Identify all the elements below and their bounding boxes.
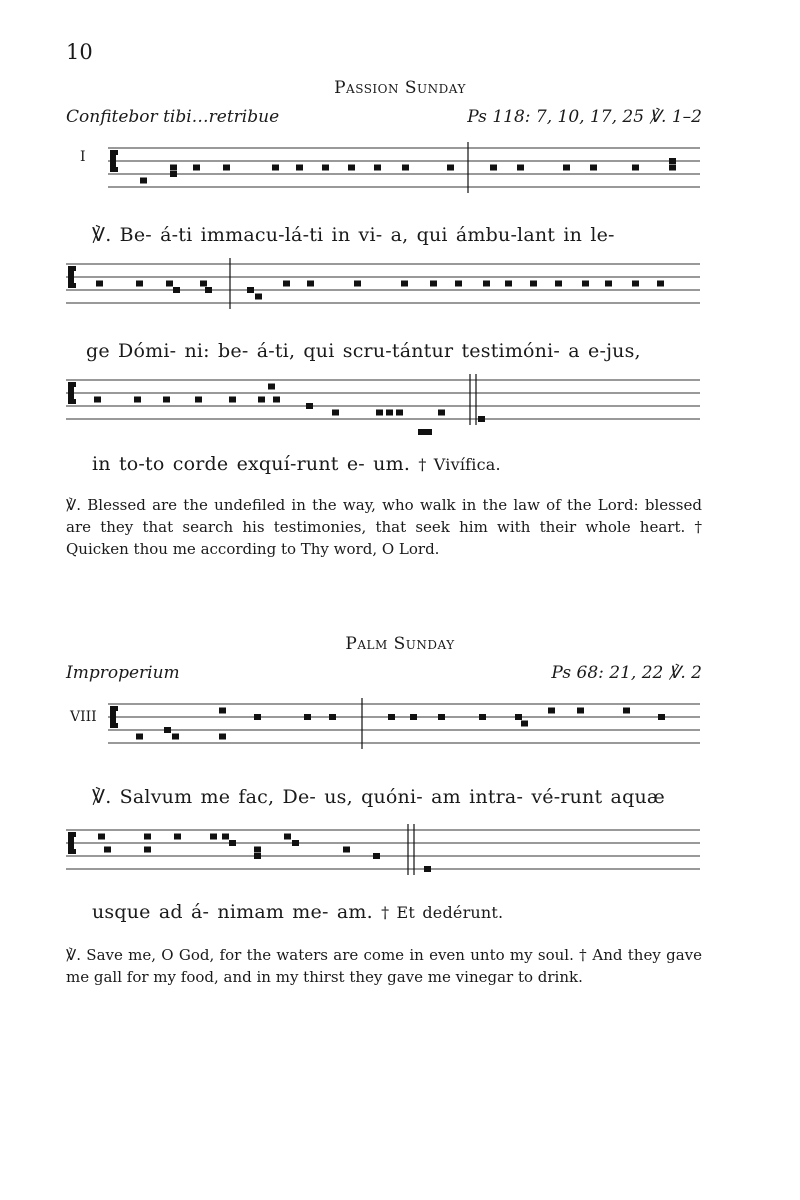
cue-text: † Vivífica. xyxy=(418,455,501,474)
lyric-line-1: ℣. Be- á-ti immacu-lá-ti in vi- a, qui ámbu-lant in le- xyxy=(92,224,615,246)
psalm-reference: Ps 118: 7, 10, 17, 25 ℣. 1–2 xyxy=(467,107,702,127)
psalm-reference: Ps 68: 21, 22 ℣. 2 xyxy=(551,663,702,683)
chant-name: Confitebor tibi…retribue xyxy=(66,107,280,127)
chant-name: Improperium xyxy=(66,663,180,683)
lyric-line-5-text: usque ad á- nimam me- am. xyxy=(92,901,373,923)
translation-paragraph: ℣. Blessed are the undefiled in the way, who walk in the law of the Lord: blessed are they that search his testimonies, that seek him with their whole heart. † Quicken thou me according to Thy word, O Lord. xyxy=(66,496,702,558)
translation-paragraph: ℣. Save me, O God, for the waters are come in even unto my soul. † And they gave me gall for my food, and in my thirst they gave me vinegar to drink. xyxy=(66,946,702,986)
lyric-line-2: ge Dómi- ni: be- á-ti, qui scru-tántur testimóni- a e-jus, xyxy=(86,340,641,362)
lyric-line-4: ℣. Salvum me fac, De- us, quóni- am intra- vé-runt aquæ xyxy=(92,786,665,808)
page-number: 10 xyxy=(66,40,93,64)
section-title-palm-sunday: Palm Sunday xyxy=(345,634,455,654)
lyric-line-3-text: in to-to corde exquí-runt e- um. xyxy=(92,453,411,475)
mode-label: I xyxy=(80,149,86,165)
cue-text: † Et dedérunt. xyxy=(381,903,504,922)
mode-label: VIII xyxy=(70,709,97,725)
section-title-passion-sunday: Passion Sunday xyxy=(334,78,466,98)
